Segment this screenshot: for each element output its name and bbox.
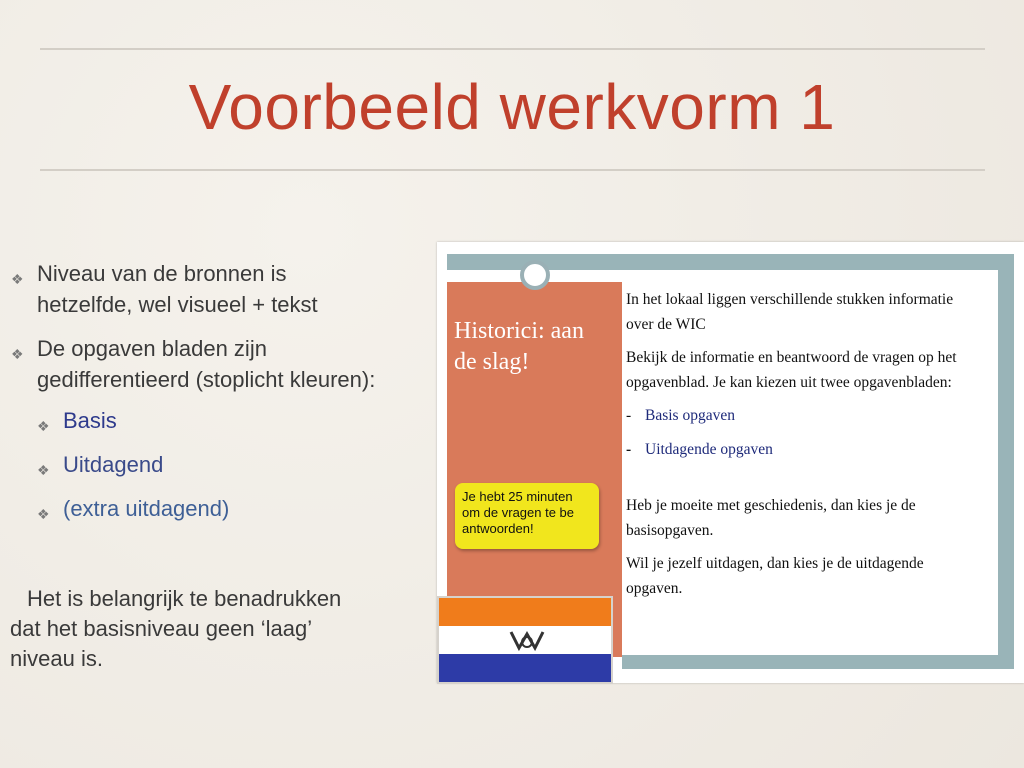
wic-monogram-icon xyxy=(507,626,547,654)
sub-bullet-text: Uitdagend xyxy=(63,452,164,477)
sub-bullet-extra xyxy=(37,493,229,524)
slide-line: Bekijk de informatie en beantwoord de vragen op het xyxy=(626,349,957,366)
slide-option-basis xyxy=(626,404,1016,429)
slide-line: In het lokaal liggen verschillende stukken informatie xyxy=(626,291,954,308)
ring-ornament xyxy=(520,260,550,290)
bullet-text: Niveau van de bronnen is xyxy=(37,261,287,286)
note-line: Het is belangrijk te benadrukken xyxy=(27,586,342,611)
slide-title: Voorbeeld werkvorm 1 xyxy=(188,71,836,143)
slide-line: Wil je jezelf uitdagen, dan kies je de uitdagende xyxy=(626,555,924,572)
sticky-line: antwoorden! xyxy=(462,521,534,536)
slide-line: opgavenblad. Je kan kiezen uit twee opgavenbladen: xyxy=(626,373,952,391)
slide-line: opgaven. xyxy=(626,579,683,597)
slide-paragraph xyxy=(626,552,1016,601)
note-line: dat het basisniveau geen ‘laag’ xyxy=(10,616,313,641)
sub-bullet-basis xyxy=(37,405,117,436)
bullet-text: hetzelfde, wel visueel + tekst xyxy=(37,292,318,317)
bullet-text: gedifferentieerd (stoplicht kleuren): xyxy=(37,367,376,392)
teal-bar-bottom xyxy=(622,655,1014,669)
wic-monogram-icon xyxy=(507,626,547,654)
sub-bullet-text: Basis xyxy=(63,408,117,433)
dash-marker: - xyxy=(626,407,632,424)
flag-stripe-blue xyxy=(439,654,611,682)
sticky-line: Je hebt 25 minuten xyxy=(462,489,573,504)
sub-bullet-uitdagend xyxy=(37,449,163,480)
slide-line: Heb je moeite met geschiedenis, dan kies je de xyxy=(626,497,916,514)
title-rule xyxy=(40,169,985,171)
timer-sticky-note xyxy=(455,483,599,549)
slide-option-text: Uitdagende opgaven xyxy=(645,440,773,458)
slide-heading xyxy=(454,316,619,378)
diamond-flower-icon: ❖ xyxy=(37,506,50,522)
voc-flag-image xyxy=(437,596,613,684)
slide-paragraph xyxy=(626,346,1016,395)
sticky-text xyxy=(462,489,596,537)
top-rule xyxy=(40,48,985,50)
slide-heading-line: Historici: aan xyxy=(454,318,584,344)
slide-paragraph xyxy=(626,494,1016,543)
embedded-slide-image xyxy=(437,242,1024,683)
emphasis-note xyxy=(10,584,430,674)
diamond-flower-icon: ❖ xyxy=(37,462,50,478)
diamond-flower-icon: ❖ xyxy=(11,271,24,287)
slide-body-text xyxy=(626,288,1016,601)
diamond-flower-icon: ❖ xyxy=(37,418,50,434)
slide-option-uitdagend xyxy=(626,438,1016,463)
dash-marker: - xyxy=(626,440,632,458)
slide-line: basisopgaven. xyxy=(626,521,714,539)
sub-bullet-text: (extra uitdagend) xyxy=(63,496,230,521)
slide-option-text: Basis opgaven xyxy=(645,407,735,424)
note-line: niveau is. xyxy=(10,646,103,671)
bullet-opgaven xyxy=(11,333,375,395)
bullet-niveau xyxy=(11,258,318,320)
slide-paragraph xyxy=(626,288,1016,337)
diamond-flower-icon: ❖ xyxy=(11,346,24,362)
slide-heading-line: de slag! xyxy=(454,349,530,375)
slide-line: over de WIC xyxy=(626,315,706,333)
bullet-text: De opgaven bladen zijn xyxy=(37,336,267,361)
sticky-line: om de vragen te be xyxy=(462,505,575,520)
flag-stripe-orange xyxy=(439,598,611,626)
